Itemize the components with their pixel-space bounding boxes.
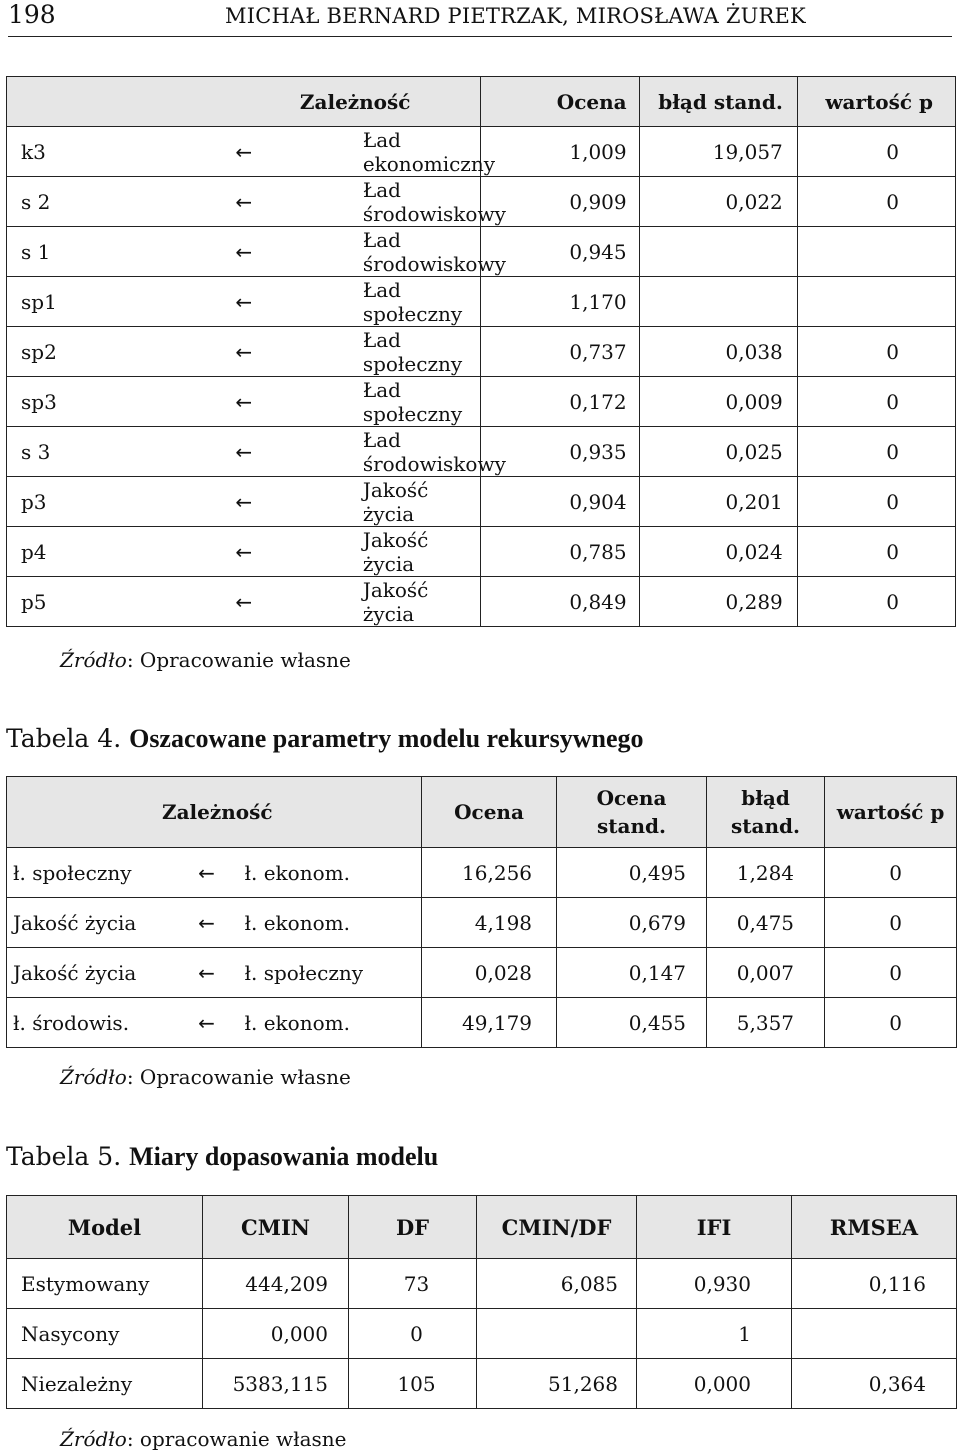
cell-p: 0	[797, 177, 955, 227]
cell-p	[797, 277, 955, 327]
cell-estimate: 0,945	[481, 227, 639, 277]
cell-estimate: 49,179	[422, 998, 557, 1048]
header-relation: Zależność	[7, 777, 422, 848]
cell-estimate: 1,170	[481, 277, 639, 327]
header-cell: CMIN	[203, 1196, 349, 1259]
table5-source: Źródło: opracowanie własne	[60, 1427, 347, 1451]
cell-p: 0	[797, 477, 955, 527]
header-cell: CMIN/DF	[477, 1196, 637, 1259]
cell-se: 0,009	[639, 377, 797, 427]
cell-se	[639, 227, 797, 277]
table-cell: 6,085	[477, 1259, 637, 1309]
table-cell	[792, 1309, 957, 1359]
cell-estimate: 0,028	[422, 948, 557, 998]
cell-estimate: 0,737	[481, 327, 639, 377]
header-se: błąd stand.	[639, 77, 797, 127]
cell-estimate: 4,198	[422, 898, 557, 948]
header-cell: Model	[7, 1196, 203, 1259]
arrow-icon: ←	[177, 948, 237, 998]
cell-se: 0,201	[639, 477, 797, 527]
table-header-row	[7, 1196, 957, 1259]
table-cell: 105	[349, 1359, 477, 1409]
table-cell: 0,116	[792, 1259, 957, 1309]
table-cell: 0,364	[792, 1359, 957, 1409]
header-cell: DF	[349, 1196, 477, 1259]
cell-to: ł. ekonom.	[237, 848, 422, 898]
cell-se: 0,022	[639, 177, 797, 227]
cell-factor: Ład środowiskowy	[323, 227, 481, 277]
arrow-icon: ←	[165, 427, 323, 477]
cell-se	[639, 277, 797, 327]
cell-variable: sp2	[7, 327, 165, 377]
cell-p: 0	[797, 527, 955, 577]
table-fit-measures	[6, 1195, 957, 1409]
table-row	[7, 427, 956, 477]
arrow-icon: ←	[177, 998, 237, 1048]
table-row	[7, 1259, 957, 1309]
table-row	[7, 948, 957, 998]
cell-variable: k3	[7, 127, 165, 177]
arrow-icon: ←	[165, 327, 323, 377]
cell-factor: Ład społeczny	[323, 377, 481, 427]
table-cell: 1	[637, 1309, 792, 1359]
arrow-icon: ←	[177, 848, 237, 898]
arrow-icon: ←	[165, 227, 323, 277]
table-row	[7, 477, 956, 527]
cell-std-estimate: 0,679	[557, 898, 707, 948]
table-cell: 0,000	[637, 1359, 792, 1409]
arrow-icon: ←	[165, 377, 323, 427]
cell-estimate: 1,009	[481, 127, 639, 177]
cell-factor: Ład środowiskowy	[323, 177, 481, 227]
cell-variable: p4	[7, 527, 165, 577]
table-cell: 5383,115	[203, 1359, 349, 1409]
arrow-icon: ←	[165, 577, 323, 627]
cell-std-estimate: 0,495	[557, 848, 707, 898]
arrow-icon: ←	[165, 477, 323, 527]
cell-to: ł. społeczny	[237, 948, 422, 998]
cell-variable: sp1	[7, 277, 165, 327]
cell-factor: Ład społeczny	[323, 327, 481, 377]
table-row	[7, 127, 956, 177]
cell-p: 0	[797, 577, 955, 627]
running-header-authors: MICHAŁ BERNARD PIETRZAK, MIROSŁAWA ŻUREK	[225, 4, 806, 28]
cell-estimate: 0,172	[481, 377, 639, 427]
cell-variable: p5	[7, 577, 165, 627]
table-row	[7, 377, 956, 427]
table-row	[7, 998, 957, 1048]
cell-factor: Ład ekonomiczny	[323, 127, 481, 177]
cell-p: 0	[825, 948, 957, 998]
cell-se: 19,057	[639, 127, 797, 177]
header-se: błąd stand.	[707, 777, 825, 848]
table1-source: Źródło: Opracowanie własne	[60, 648, 351, 672]
table5-title: Tabela 5. Miary dopasowania modelu	[6, 1142, 439, 1171]
cell-to: ł. ekonom.	[237, 998, 422, 1048]
table-cell: 0	[349, 1309, 477, 1359]
table-cell: Niezależny	[7, 1359, 203, 1409]
header-rule	[8, 36, 952, 37]
header-p: wartość p	[825, 777, 957, 848]
header-p: wartość p	[797, 77, 955, 127]
table-row	[7, 327, 956, 377]
header-estimate: Ocena	[481, 77, 639, 127]
cell-variable: s 3	[7, 427, 165, 477]
cell-p: 0	[825, 848, 957, 898]
cell-se: 1,284	[707, 848, 825, 898]
cell-from: ł. środowis.	[7, 998, 177, 1048]
table-row	[7, 1359, 957, 1409]
cell-variable: s 1	[7, 227, 165, 277]
cell-p: 0	[797, 427, 955, 477]
table-measurement-model	[6, 76, 956, 627]
cell-estimate: 0,785	[481, 527, 639, 577]
header-cell: RMSEA	[792, 1196, 957, 1259]
header-std-estimate: Ocena stand.	[557, 777, 707, 848]
table-row	[7, 177, 956, 227]
table-recursive-model	[6, 776, 957, 1048]
cell-se: 0,007	[707, 948, 825, 998]
table-row	[7, 227, 956, 277]
table-row	[7, 1309, 957, 1359]
table-cell: 73	[349, 1259, 477, 1309]
table-cell: 51,268	[477, 1359, 637, 1409]
table-cell: 444,209	[203, 1259, 349, 1309]
cell-factor: Jakość życia	[323, 477, 481, 527]
cell-estimate: 0,935	[481, 427, 639, 477]
cell-factor: Jakość życia	[323, 577, 481, 627]
header-relation: Zależność	[7, 77, 481, 127]
cell-from: Jakość życia	[7, 948, 177, 998]
header-cell: IFI	[637, 1196, 792, 1259]
cell-from: Jakość życia	[7, 898, 177, 948]
arrow-icon: ←	[165, 127, 323, 177]
cell-estimate: 16,256	[422, 848, 557, 898]
arrow-icon: ←	[177, 898, 237, 948]
cell-estimate: 0,909	[481, 177, 639, 227]
table-header-row	[7, 777, 957, 848]
table-row	[7, 577, 956, 627]
cell-se: 0,038	[639, 327, 797, 377]
cell-se: 0,024	[639, 527, 797, 577]
cell-p: 0	[797, 327, 955, 377]
table-row	[7, 527, 956, 577]
cell-factor: Ład środowiskowy	[323, 427, 481, 477]
cell-estimate: 0,849	[481, 577, 639, 627]
arrow-icon: ←	[165, 527, 323, 577]
table-header-row	[7, 77, 956, 127]
cell-variable: p3	[7, 477, 165, 527]
cell-std-estimate: 0,147	[557, 948, 707, 998]
table-row	[7, 848, 957, 898]
table-cell: 0,930	[637, 1259, 792, 1309]
cell-variable: sp3	[7, 377, 165, 427]
cell-estimate: 0,904	[481, 477, 639, 527]
cell-factor: Jakość życia	[323, 527, 481, 577]
cell-p	[797, 227, 955, 277]
cell-se: 0,025	[639, 427, 797, 477]
cell-from: ł. społeczny	[7, 848, 177, 898]
table-cell: 0,000	[203, 1309, 349, 1359]
arrow-icon: ←	[165, 177, 323, 227]
table4-title: Tabela 4. Oszacowane parametry modelu rekursywnego	[6, 724, 644, 753]
header-estimate: Ocena	[422, 777, 557, 848]
cell-p: 0	[797, 127, 955, 177]
cell-std-estimate: 0,455	[557, 998, 707, 1048]
cell-se: 0,475	[707, 898, 825, 948]
arrow-icon: ←	[165, 277, 323, 327]
cell-variable: s 2	[7, 177, 165, 227]
cell-p: 0	[825, 898, 957, 948]
table-row	[7, 898, 957, 948]
table-cell: Estymowany	[7, 1259, 203, 1309]
cell-se: 5,357	[707, 998, 825, 1048]
table-cell: Nasycony	[7, 1309, 203, 1359]
page-number: 198	[8, 0, 56, 29]
table4-source: Źródło: Opracowanie własne	[60, 1065, 351, 1089]
cell-to: ł. ekonom.	[237, 898, 422, 948]
cell-p: 0	[797, 377, 955, 427]
table-row	[7, 277, 956, 327]
cell-p: 0	[825, 998, 957, 1048]
cell-se: 0,289	[639, 577, 797, 627]
table-cell	[477, 1309, 637, 1359]
cell-factor: Ład społeczny	[323, 277, 481, 327]
